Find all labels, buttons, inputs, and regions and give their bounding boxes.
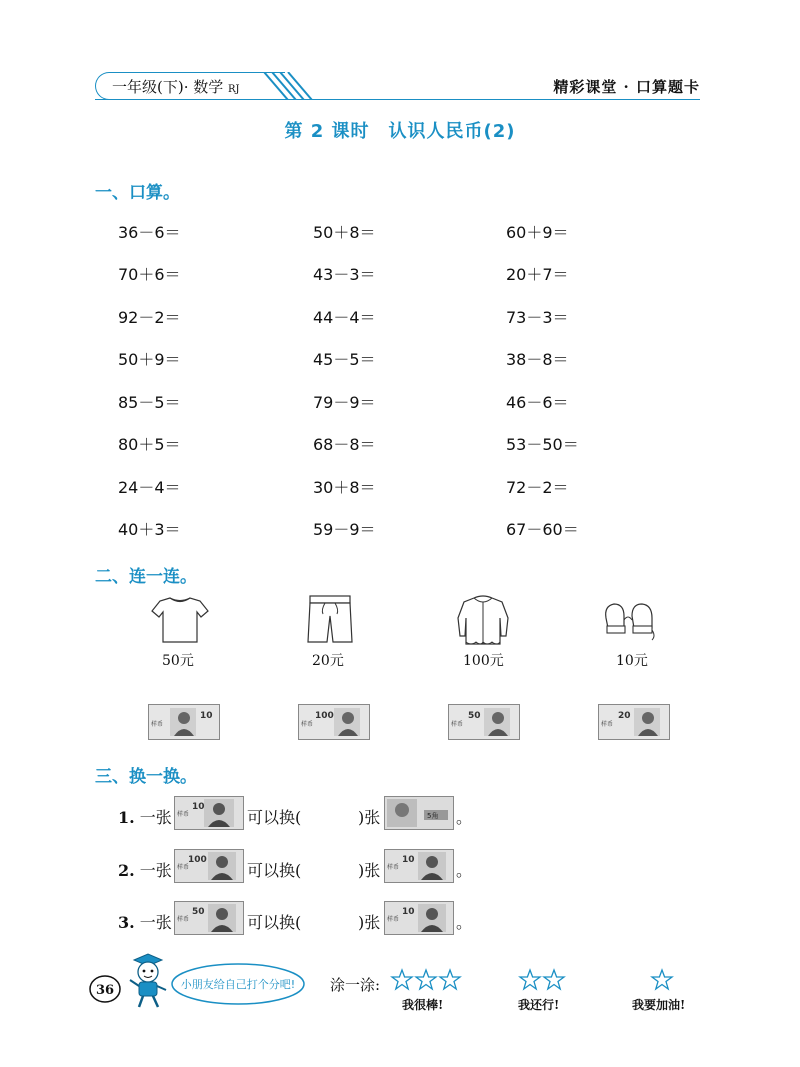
svg-text:样币: 样币 <box>387 864 400 871</box>
equation: 30＋8＝ <box>313 478 376 497</box>
row-number: 3. <box>118 913 135 932</box>
equation: 73－3＝ <box>506 308 569 327</box>
banknote-icon <box>598 704 670 740</box>
item-price: 10元 <box>616 653 648 669</box>
banknote-icon <box>174 796 244 830</box>
banknote-value: 10 <box>192 802 205 812</box>
equation: 68－8＝ <box>313 435 376 454</box>
banknote-value: 50 <box>468 711 481 721</box>
equation: 67－60＝ <box>506 520 579 539</box>
row-text: 一张 <box>139 861 172 880</box>
equation: 20＋7＝ <box>506 265 569 284</box>
row-text: )张 <box>358 808 381 827</box>
equation: 44－4＝ <box>313 308 376 327</box>
item-price: 100元 <box>463 653 504 669</box>
banknote-icon <box>384 901 454 935</box>
section3-title: 三、换一换。 <box>95 767 197 787</box>
rating-label: 我很棒! <box>402 998 444 1012</box>
page-number-badge <box>88 973 122 1005</box>
svg-text:样币: 样币 <box>177 811 190 818</box>
equation: 46－6＝ <box>506 393 569 412</box>
equation: 45－5＝ <box>313 350 376 369</box>
banknote-icon <box>298 704 370 740</box>
svg-text:样币: 样币 <box>387 916 400 923</box>
row-number: 1. <box>118 808 135 827</box>
banknote-value: 10 <box>402 855 415 865</box>
header-rule <box>95 99 700 100</box>
svg-text:样币: 样币 <box>601 721 614 728</box>
banknote-value: 10 <box>402 907 415 917</box>
header-left-suffix: RJ <box>228 84 240 95</box>
banknote-value: 100 <box>315 711 334 721</box>
equation: 80＋5＝ <box>118 435 181 454</box>
row-text: 可以换( <box>247 861 302 880</box>
svg-text:样币: 样币 <box>177 916 190 923</box>
equation: 50＋9＝ <box>118 350 181 369</box>
equation: 40＋3＝ <box>118 520 181 539</box>
rating-label: 我还行! <box>518 998 560 1012</box>
row-text: 一张 <box>139 808 172 827</box>
item-price: 50元 <box>162 653 194 669</box>
equation: 53－50＝ <box>506 435 579 454</box>
row-text: 一张 <box>139 913 172 932</box>
coat-icon <box>452 592 514 648</box>
two-stars-icon[interactable] <box>518 968 566 992</box>
row-text: 。 <box>456 808 473 827</box>
mascot-icon <box>124 950 172 1010</box>
speech-bubble <box>168 960 308 1008</box>
exchange-row <box>118 858 172 881</box>
equation: 79－9＝ <box>313 393 376 412</box>
banknote-icon <box>174 849 244 883</box>
rate-label: 涂一涂: <box>330 976 381 994</box>
shorts-icon <box>305 594 355 646</box>
mittens-icon <box>602 600 658 644</box>
header-grade-subject <box>95 72 285 100</box>
item-price: 20元 <box>312 653 344 669</box>
exchange-row <box>118 910 172 933</box>
section2-title: 二、连一连。 <box>95 567 197 587</box>
equation: 85－5＝ <box>118 393 181 412</box>
lesson-title: 第 2 课时 认识人民币(2) <box>284 121 516 142</box>
three-stars-icon[interactable] <box>390 968 462 992</box>
one-star-icon[interactable] <box>650 968 674 992</box>
row-text: 。 <box>456 861 473 880</box>
equation: 59－9＝ <box>313 520 376 539</box>
equation: 43－3＝ <box>313 265 376 284</box>
section1-title: 一、口算。 <box>95 183 180 203</box>
tshirt-icon <box>150 595 210 645</box>
banknote-value: 5角 <box>427 812 439 820</box>
equation: 24－4＝ <box>118 478 181 497</box>
banknote-value: 50 <box>192 907 205 917</box>
header-right-title: 精彩课堂 · 口算题卡 <box>553 78 700 96</box>
row-text: )张 <box>358 861 381 880</box>
banknote-icon <box>384 796 454 830</box>
equation: 72－2＝ <box>506 478 569 497</box>
equation: 60＋9＝ <box>506 223 569 242</box>
banknote-icon <box>148 704 220 740</box>
banknote-icon <box>448 704 520 740</box>
page-number: 36 <box>95 983 115 998</box>
banknote-value: 100 <box>188 855 207 865</box>
equation: 70＋6＝ <box>118 265 181 284</box>
row-text: 。 <box>456 913 473 932</box>
banknote-icon <box>384 849 454 883</box>
exchange-row <box>118 805 172 828</box>
row-text: )张 <box>358 913 381 932</box>
banknote-value: 10 <box>200 711 213 721</box>
svg-text:样币: 样币 <box>451 721 464 728</box>
row-number: 2. <box>118 861 135 880</box>
banknote-value: 20 <box>618 711 631 721</box>
equation: 36－6＝ <box>118 223 181 242</box>
header-left-title: 一年级(下)· 数学 <box>112 78 224 96</box>
row-text: 可以换( <box>247 808 302 827</box>
svg-text:样币: 样币 <box>301 721 314 728</box>
svg-text:样币: 样币 <box>151 721 164 728</box>
equation: 38－8＝ <box>506 350 569 369</box>
rating-label: 我要加油! <box>632 998 686 1012</box>
equation: 50＋8＝ <box>313 223 376 242</box>
equation: 92－2＝ <box>118 308 181 327</box>
svg-text:样币: 样币 <box>177 864 190 871</box>
bubble-text: 小朋友给自己打个分吧! <box>180 978 296 991</box>
banknote-icon <box>174 901 244 935</box>
header-stripes-decoration <box>262 72 322 100</box>
row-text: 可以换( <box>247 913 302 932</box>
